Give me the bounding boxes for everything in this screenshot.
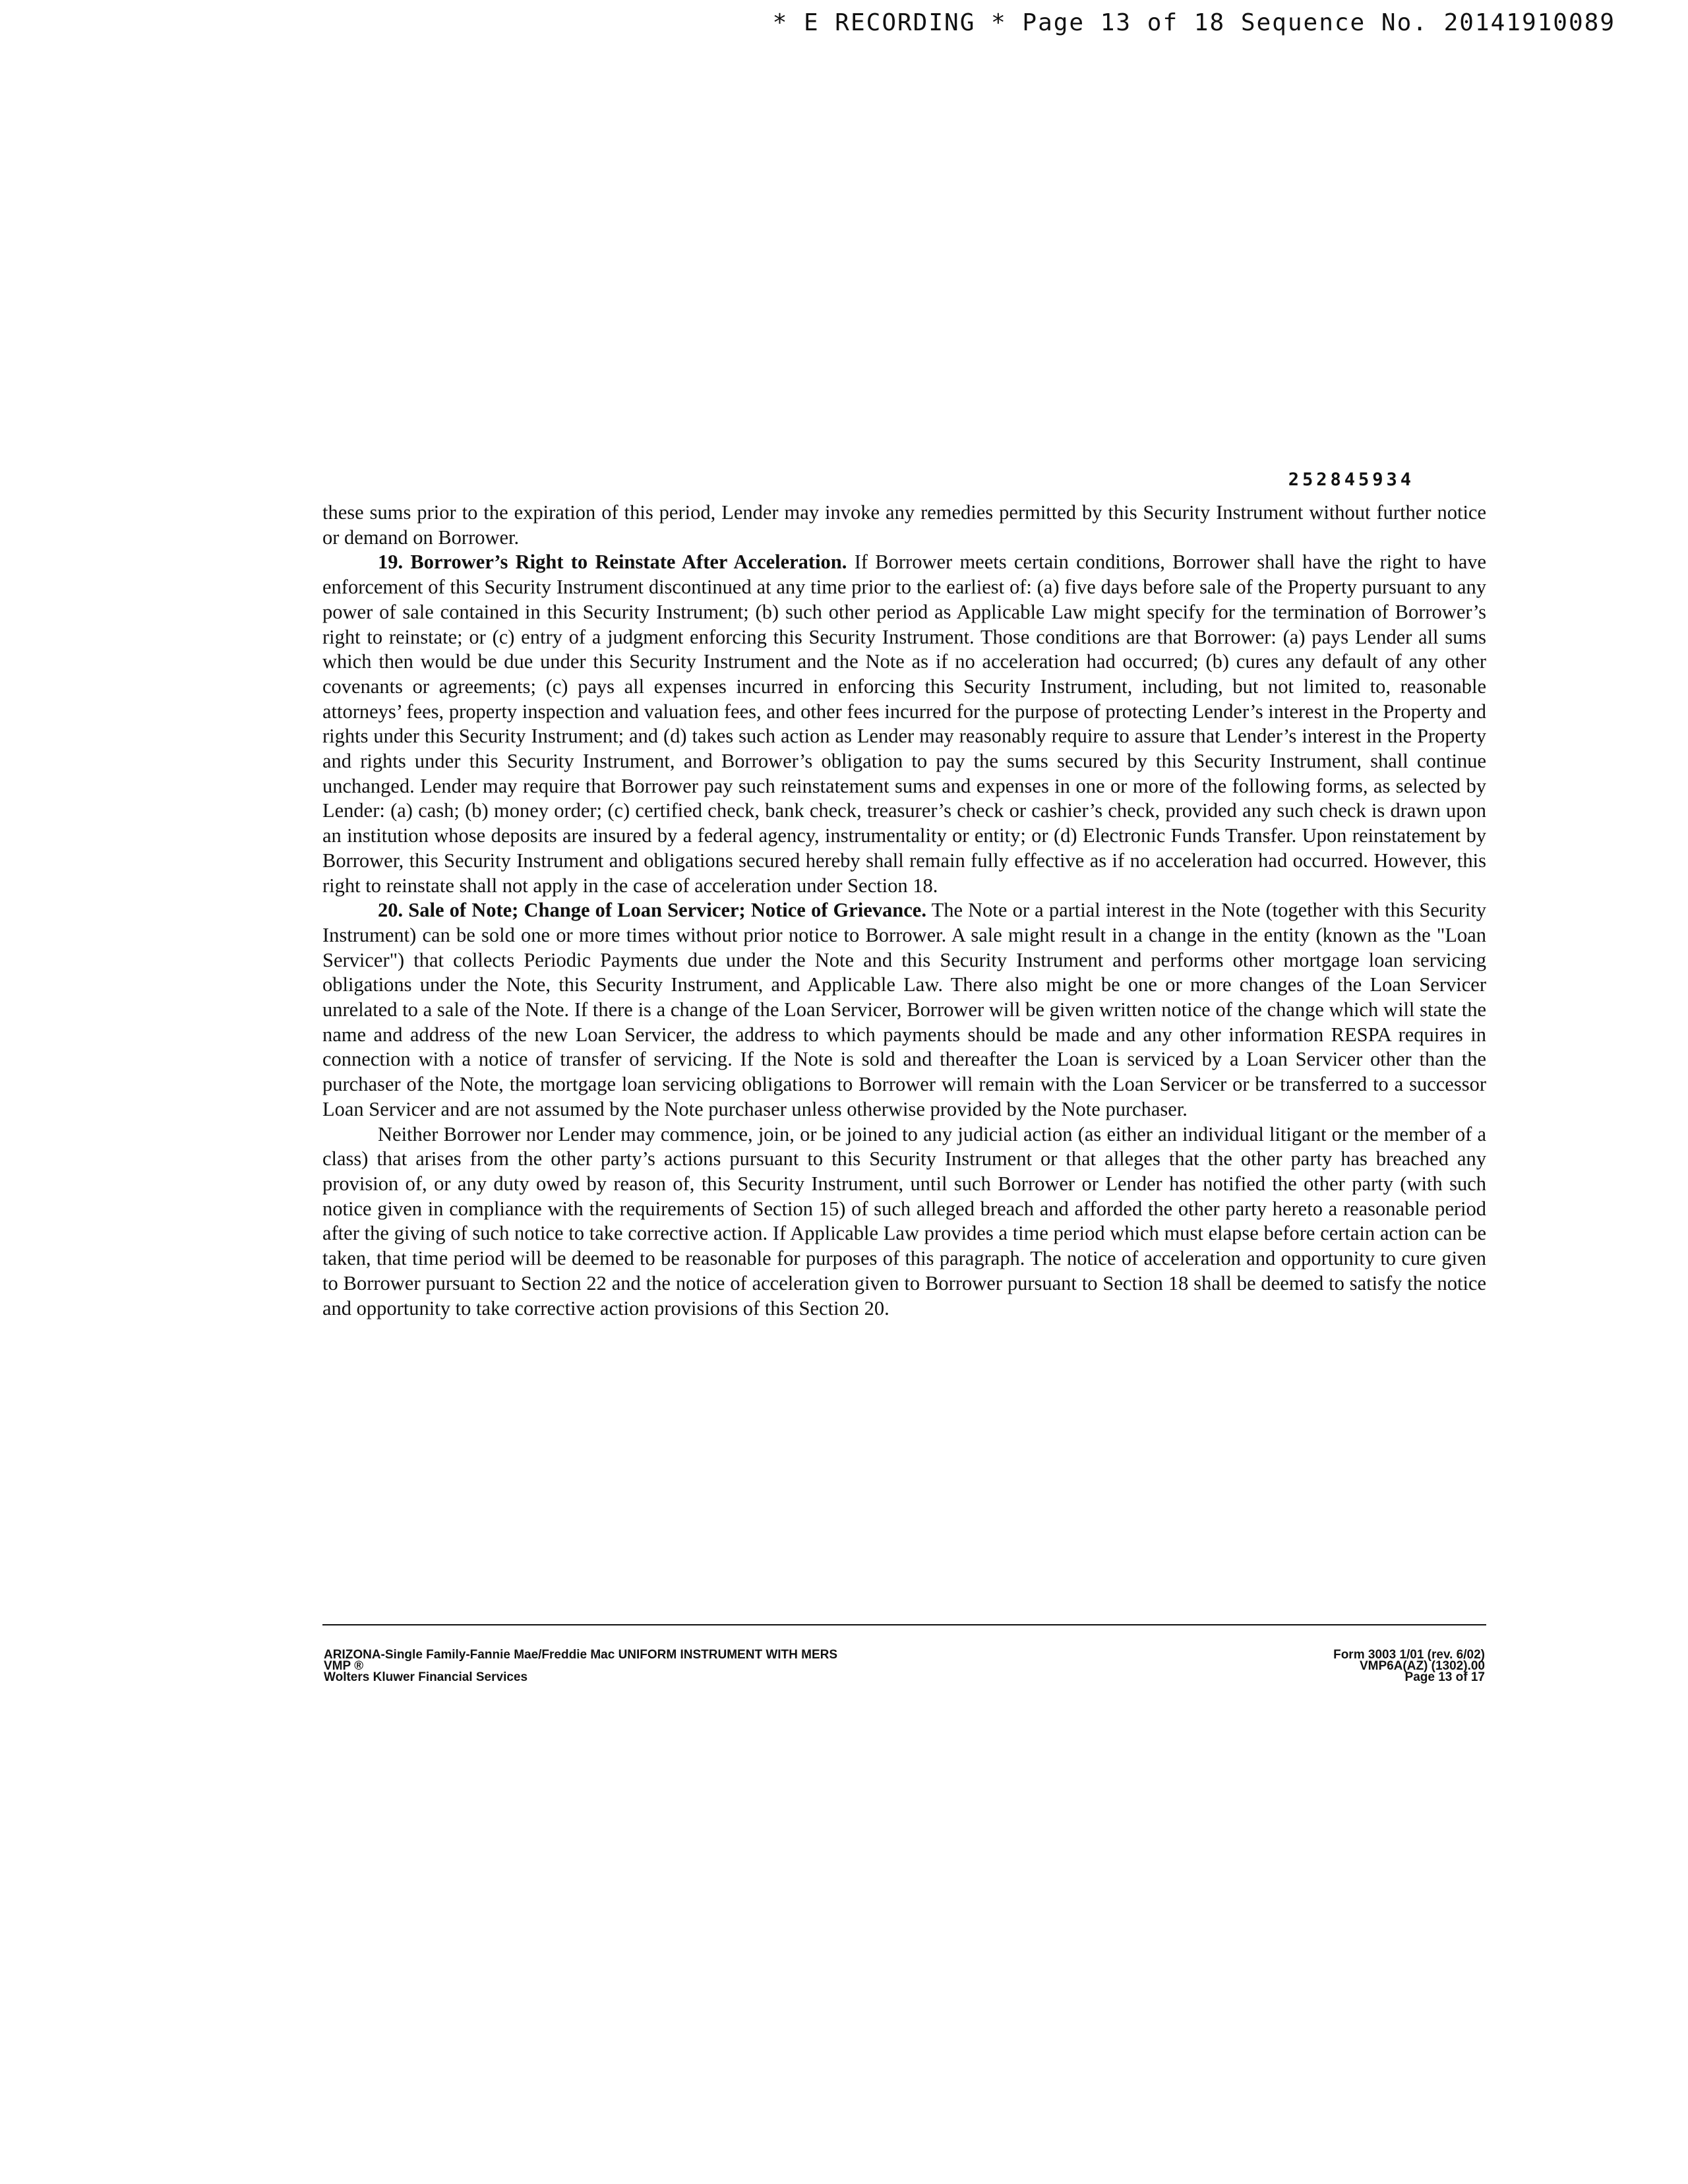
footer-divider (322, 1624, 1486, 1625)
recording-stamp-header: * E RECORDING * Page 13 of 18 Sequence No. 20141910089 (772, 9, 1615, 36)
section-19-paragraph (322, 550, 1486, 898)
footer-publisher: Wolters Kluwer Financial Services (324, 1670, 528, 1684)
section-20-second-paragraph: Neither Borrower nor Lender may commence, join, or be joined to any judicial action (as either an individual litigant or the member of a class) that arises from the other party’s actions pursuant to this Security Instrument or that alleges that the other party has breached any provision of, or any duty owed by reason of, this Security Instrument, until such Borrower or Lender has notified the other party (with such notice given in compliance with the requirements of Section 15) of such alleged breach and afforded the other party hereto a reasonable period after the giving of such notice to take corrective action. If Applicable Law provides a time period which must elapse before certain action can be taken, that time period will be deemed to be reasonable for purposes of this paragraph. The notice of acceleration and opportunity to cure given to Borrower pursuant to Section 22 and the notice of acceleration given to Borrower pursuant to Section 18 shall be deemed to satisfy the notice and opportunity to take corrective action provisions of this Section 20. (322, 1122, 1486, 1320)
document-number: 252845934 (1288, 470, 1414, 490)
footer-form-title: ARIZONA-Single Family-Fannie Mae/Freddie Mac UNIFORM INSTRUMENT WITH MERS (324, 1648, 838, 1662)
section-19-heading: 19. Borrower’s Right to Reinstate After Acceleration. (378, 551, 847, 574)
footer-right-block (1333, 1649, 1485, 1683)
document-body (322, 501, 1486, 1321)
section-19-body: If Borrower meets certain conditions, Borrower shall have the right to have enforcement of this Security Instrument discontinued at any time prior to the earliest of: (a) five days before sale of the Property pursuant to any power of sale contained in this Security Instrument; (b) such other period as Applicable Law might specify for the termination of Borrower’s right to reinstate; or (c) entry of a judgment enforcing this Security Instrument. Those conditions are that Borrower: (a) pays Lender all sums which then would be due under this Security Instrument and the Note as if no acceleration had occurred; (b) cures any default of any other covenants or agreements; (c) pays all expenses incurred in enforcing this Security Instrument, including, but not limited to, reasonable attorneys’ fees, property inspection and valuation fees, and other fees incurred for the purpose of protecting Lender’s interest in the Property and rights under this Security Instrument; and (d) takes such action as Lender may reasonably require to assure that Lender’s interest in the Property and rights under this Security Instrument, and Borrower’s obligation to pay the sums secured by this Security Instrument, shall continue unchanged. Lender may require that Borrower pay such reinstatement sums and expenses in one or more of the following forms, as selected by Lender: (a) cash; (b) money order; (c) certified check, bank check, treasurer’s check or cashier’s check, provided any such check is drawn upon an institution whose deposits are insured by a federal agency, instrumentality or entity; or (d) Electronic Funds Transfer. Upon reinstatement by Borrower, this Security Instrument and obligations secured hereby shall remain fully effective as if no acceleration had occurred. However, this right to reinstate shall not apply in the case of acceleration under Section 18. (322, 551, 1487, 897)
section-20-heading: 20. Sale of Note; Change of Loan Servicer; Notice of Grievance. (378, 899, 926, 922)
section-20-paragraph (322, 898, 1486, 1122)
footer-left-block (324, 1649, 837, 1683)
section-20-body: The Note or a partial interest in the Note (together with this Security Instrument) can be sold one or more times without prior notice to Borrower. A sale might result in a change in the entity (known as the "Loan Servicer") that collects Periodic Payments due under the Note and this Security Instrument and performs other mortgage loan servicing obligations under the Note, this Security Instrument, and Applicable Law. There also might be one or more changes of the Loan Servicer unrelated to a sale of the Note. If there is a change of the Loan Servicer, Borrower will be given written notice of the change which will state the name and address of the new Loan Servicer, the address to which payments should be made and any other information RESPA requires in connection with a notice of transfer of servicing. If the Note is sold and thereafter the Loan is serviced by a Loan Servicer other than the purchaser of the Note, the mortgage loan servicing obligations to Borrower will remain with the Loan Servicer or be transferred to a successor Loan Servicer and are not assumed by the Note purchaser unless otherwise provided by the Note purchaser. (322, 899, 1486, 1120)
footer-page-number: Page 13 of 17 (1404, 1670, 1485, 1684)
footer-form-number: Form 3003 1/01 (rev. 6/02) (1333, 1648, 1485, 1662)
footer-form-code: VMP6A(AZ) (1302).00 (1359, 1659, 1485, 1673)
intro-paragraph: these sums prior to the expiration of this period, Lender may invoke any remedies permitted by this Security Instrument without further notice or demand on Borrower. (322, 501, 1486, 549)
footer-vmp-mark: VMP ® (324, 1659, 364, 1673)
